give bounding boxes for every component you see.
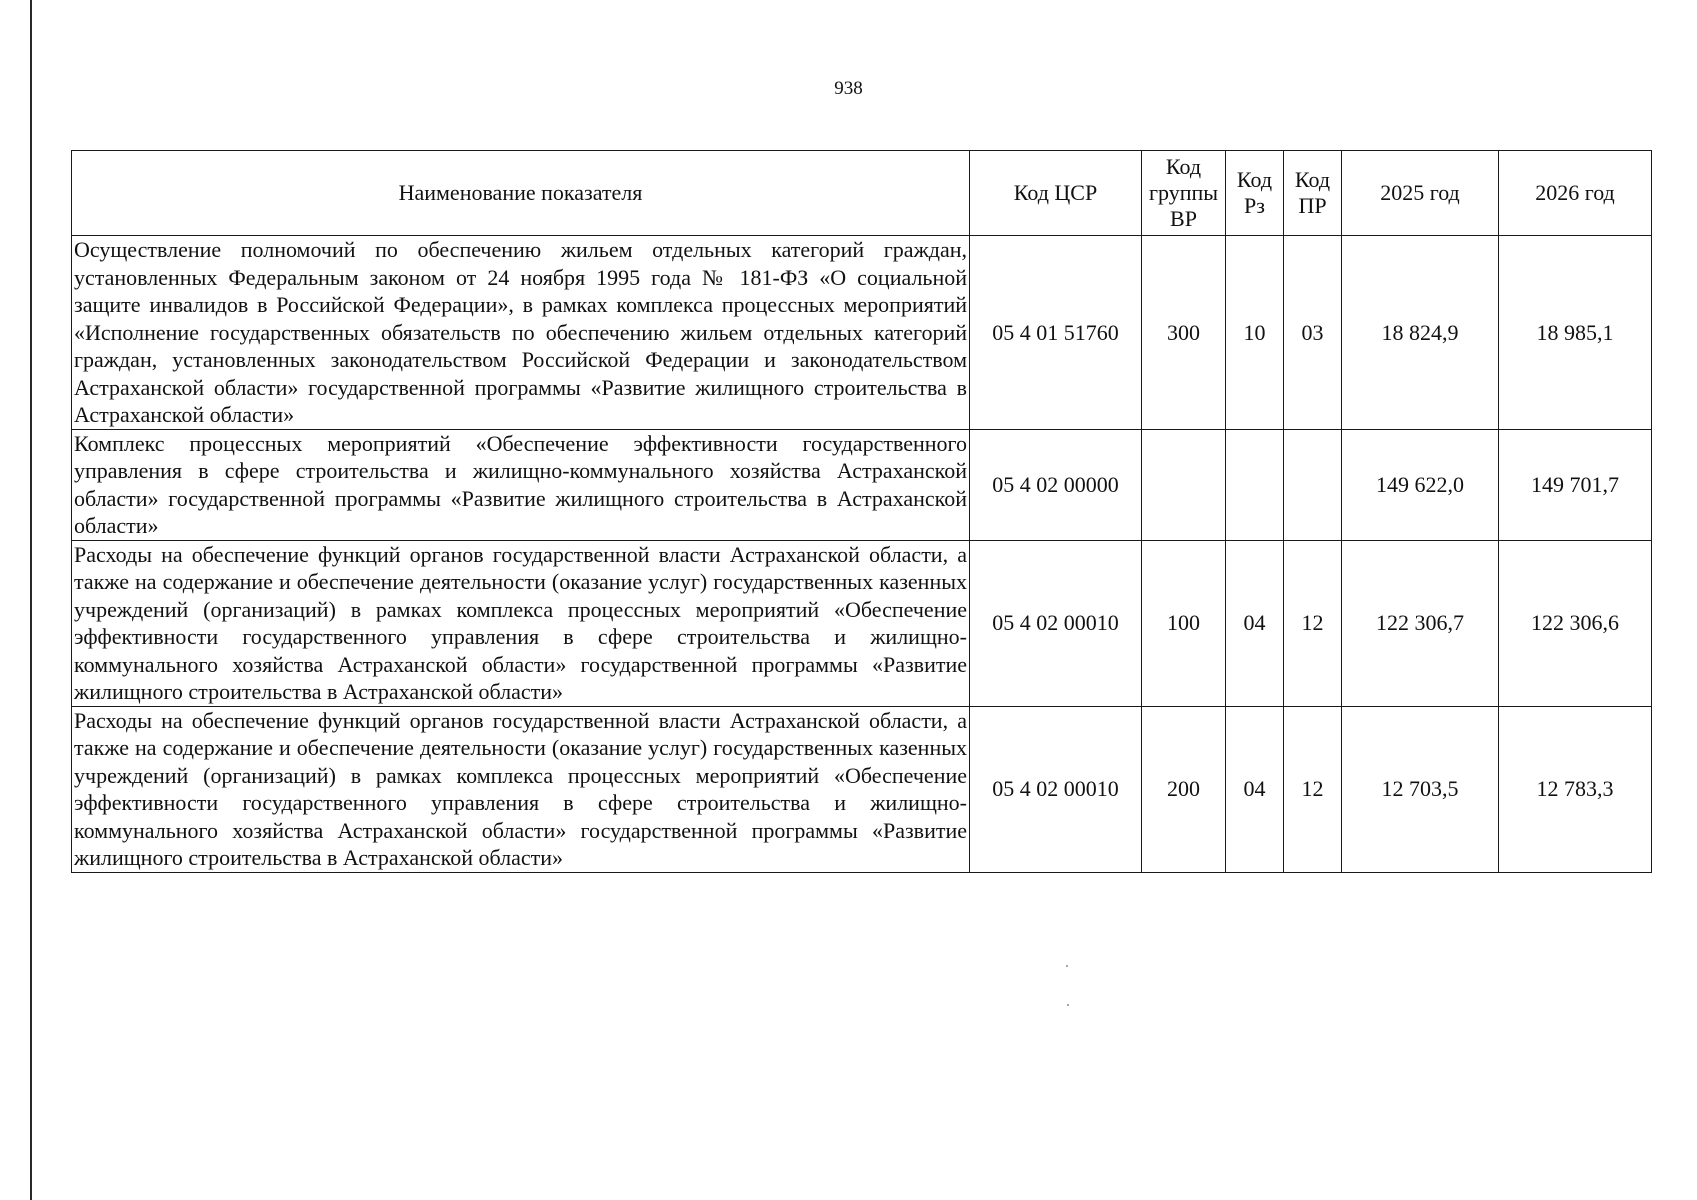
header-2025: 2025 год: [1342, 151, 1499, 236]
row-2026: 149 701,7: [1499, 429, 1652, 540]
row-2025: 149 622,0: [1342, 429, 1499, 540]
row-csr: 05 4 01 51760: [970, 236, 1142, 430]
table-header-row: [72, 151, 1652, 236]
header-csr: Код ЦСР: [970, 151, 1142, 236]
row-csr: 05 4 02 00010: [970, 706, 1142, 872]
header-vr: Код группы ВР: [1142, 151, 1226, 236]
row-2026: 122 306,6: [1499, 540, 1652, 706]
row-name: Осуществление полномочий по обеспечению жильем отдельных категорий граждан, установленных Федеральным законом от 24 ноября 1995 года № 181-ФЗ «О социальной защите инвалидов в Российской Федерации», в рамках комплекса процессных мероприятий «Исполнение государственных обязательств по обеспечению жильем отдельных категорий граждан, установленных законодательством Российской Федерации и законодательством Астраханской области» государственной программы «Развитие жилищного строительства в Астраханской области»: [72, 236, 970, 430]
scan-speck: [1066, 965, 1068, 967]
row-name: Комплекс процессных мероприятий «Обеспечение эффективности государственного управления в сфере строительства и жилищно-коммунального хозяйства Астраханской области» государственной программы «Развитие жилищного строительства в Астраханской области»: [72, 429, 970, 540]
row-csr: 05 4 02 00000: [970, 429, 1142, 540]
row-rz: 04: [1226, 540, 1284, 706]
row-vr: 300: [1142, 236, 1226, 430]
scan-speck: [1067, 1004, 1069, 1006]
budget-table: [71, 150, 1652, 873]
row-2026: 18 985,1: [1499, 236, 1652, 430]
table-row: [72, 429, 1652, 540]
row-pr: 12: [1284, 706, 1342, 872]
row-csr: 05 4 02 00010: [970, 540, 1142, 706]
binding-margin-line: [30, 0, 32, 1200]
row-name: Расходы на обеспечение функций органов государственной власти Астраханской области, а также на содержание и обеспечение деятельности (оказание услуг) государственных казенных учреждений (организаций) в рамках комплекса процессных мероприятий «Обеспечение эффективности государственного управления в сфере строительства и жилищно-коммунального хозяйства Астраханской области» государственной программы «Развитие жилищного строительства в Астраханской области»: [72, 540, 970, 706]
table-row: [72, 706, 1652, 872]
row-2025: 18 824,9: [1342, 236, 1499, 430]
row-pr: [1284, 429, 1342, 540]
row-name: Расходы на обеспечение функций органов государственной власти Астраханской области, а также на содержание и обеспечение деятельности (оказание услуг) государственных казенных учреждений (организаций) в рамках комплекса процессных мероприятий «Обеспечение эффективности государственного управления в сфере строительства и жилищно-коммунального хозяйства Астраханской области» государственной программы «Развитие жилищного строительства в Астраханской области»: [72, 706, 970, 872]
row-rz: [1226, 429, 1284, 540]
page-number: 938: [834, 78, 863, 99]
row-vr: 200: [1142, 706, 1226, 872]
table-row: [72, 540, 1652, 706]
row-2025: 12 703,5: [1342, 706, 1499, 872]
table-row: [72, 236, 1652, 430]
header-name: Наименование показателя: [72, 151, 970, 236]
row-2025: 122 306,7: [1342, 540, 1499, 706]
row-rz: 04: [1226, 706, 1284, 872]
row-vr: 100: [1142, 540, 1226, 706]
row-vr: [1142, 429, 1226, 540]
row-pr: 12: [1284, 540, 1342, 706]
header-2026: 2026 год: [1499, 151, 1652, 236]
header-rz: Код Рз: [1226, 151, 1284, 236]
row-2026: 12 783,3: [1499, 706, 1652, 872]
row-rz: 10: [1226, 236, 1284, 430]
row-pr: 03: [1284, 236, 1342, 430]
header-pr: Код ПР: [1284, 151, 1342, 236]
